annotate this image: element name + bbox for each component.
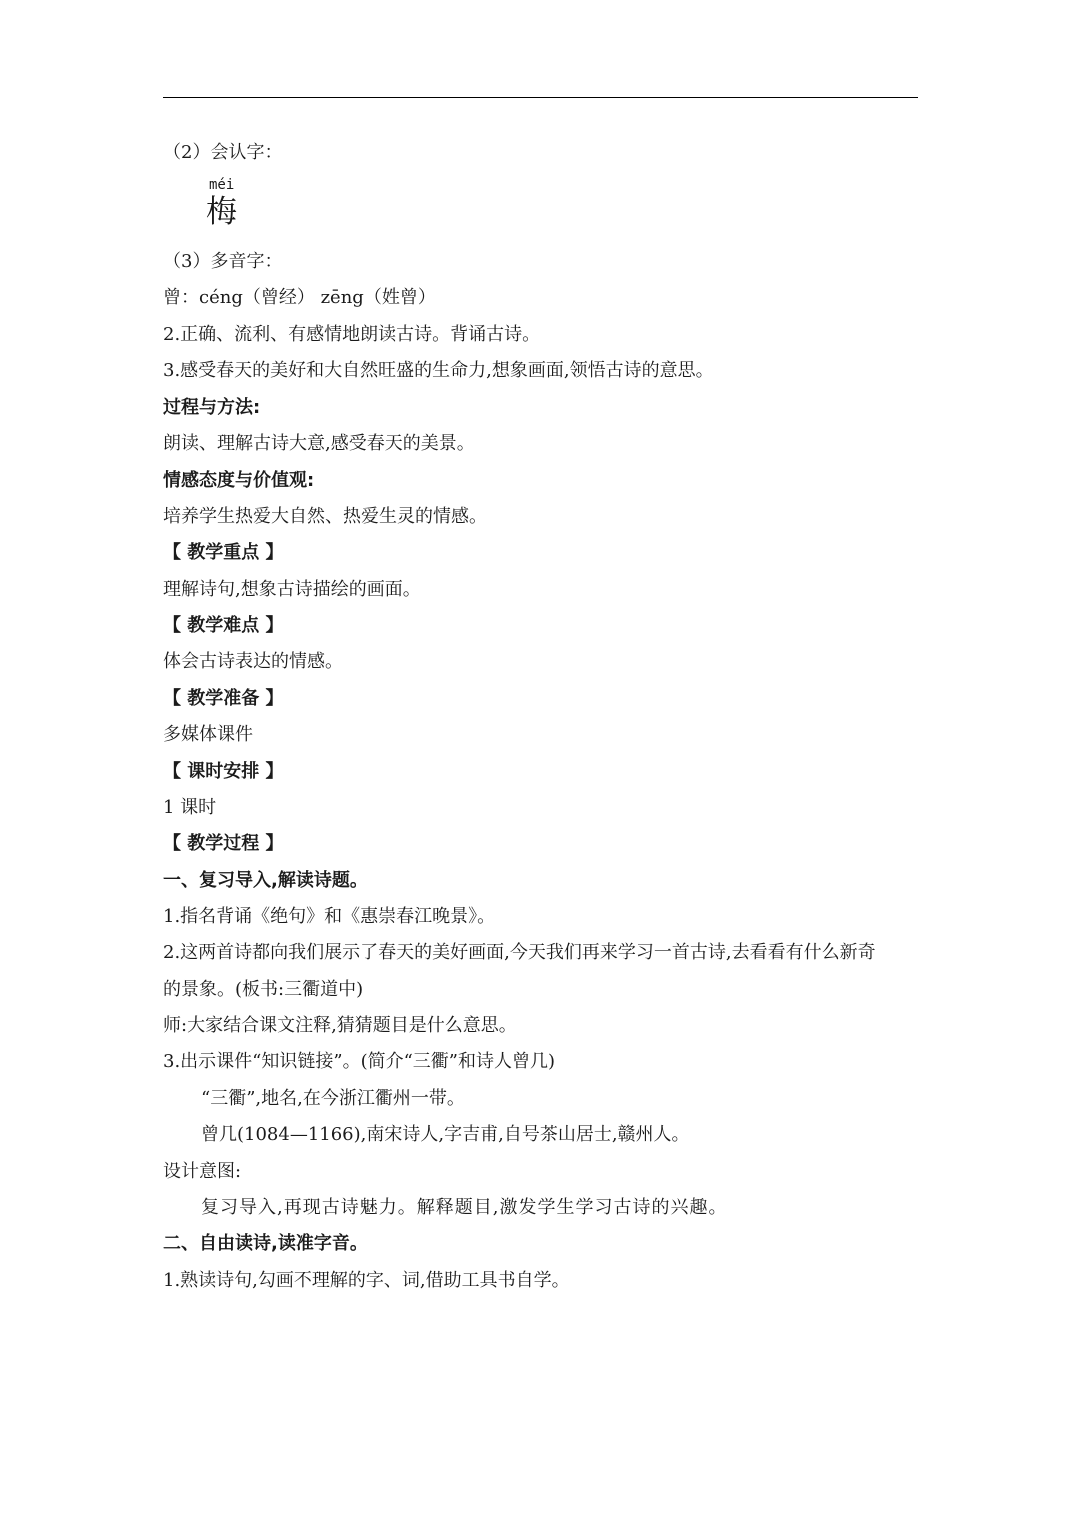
text-line: 3.出示课件“知识链接”。(简介“三衢”和诗人曾几) (163, 1051, 556, 1072)
section-heading: 一、复习导入,解读诗题。 (163, 870, 368, 891)
section-heading: 二、自由读诗,读准字音。 (163, 1233, 368, 1254)
text-line: 师:大家结合课文注释,猜猜题目是什么意思。 (163, 1015, 517, 1036)
text-line: 设计意图: (163, 1161, 242, 1182)
section-heading: 【 教学难点 】 (163, 615, 284, 636)
text-line: 1 课时 (163, 797, 217, 818)
text-line: 的景象。(板书:三衢道中) (163, 979, 364, 1000)
section-heading: 过程与方法: (163, 397, 261, 418)
text-line: 朗读、理解古诗大意,感受春天的美景。 (163, 433, 475, 454)
text-line: 2.这两首诗都向我们展示了春天的美好画面,今天我们再来学习一首古诗,去看看有什么新奇 (163, 942, 876, 963)
section-heading: 【 课时安排 】 (163, 761, 284, 782)
recognition-character: 梅 (206, 194, 237, 230)
text-line: 1.指名背诵《绝句》和《惠崇春江晚景》。 (163, 906, 496, 927)
section-heading: 【 教学重点 】 (163, 542, 284, 563)
section-heading: 情感态度与价值观: (163, 470, 315, 491)
text-line: （2）会认字： (163, 142, 283, 163)
text-line: 复习导入,再现古诗魅力。解释题目,激发学生学习古诗的兴趣。 (201, 1197, 728, 1218)
text-line: （3）多音字： (163, 251, 283, 272)
text-line: 培养学生热爱大自然、热爱生灵的情感。 (163, 506, 487, 527)
text-line: 多媒体课件 (163, 724, 253, 745)
text-line: 体会古诗表达的情感。 (163, 651, 343, 672)
section-heading: 【 教学准备 】 (163, 688, 284, 709)
text-line: 理解诗句,想象古诗描绘的画面。 (163, 579, 421, 600)
header-rule (163, 97, 918, 98)
text-line: 曾几(1084—1166),南宋诗人,字吉甫,自号茶山居士,赣州人。 (201, 1124, 690, 1145)
text-line: 曾：céng（曾经） zēng（姓曾） (163, 287, 436, 308)
text-line: “三衢”,地名,在今浙江衢州一带。 (201, 1088, 465, 1109)
text-line: 1.熟读诗句,勾画不理解的字、词,借助工具书自学。 (163, 1270, 570, 1291)
text-line: 2.正确、流利、有感情地朗读古诗。背诵古诗。 (163, 324, 541, 345)
pinyin-annotation: méi (209, 177, 235, 193)
text-line: 3.感受春天的美好和大自然旺盛的生命力,想象画面,领悟古诗的意思。 (163, 360, 714, 381)
section-heading: 【 教学过程 】 (163, 833, 284, 854)
